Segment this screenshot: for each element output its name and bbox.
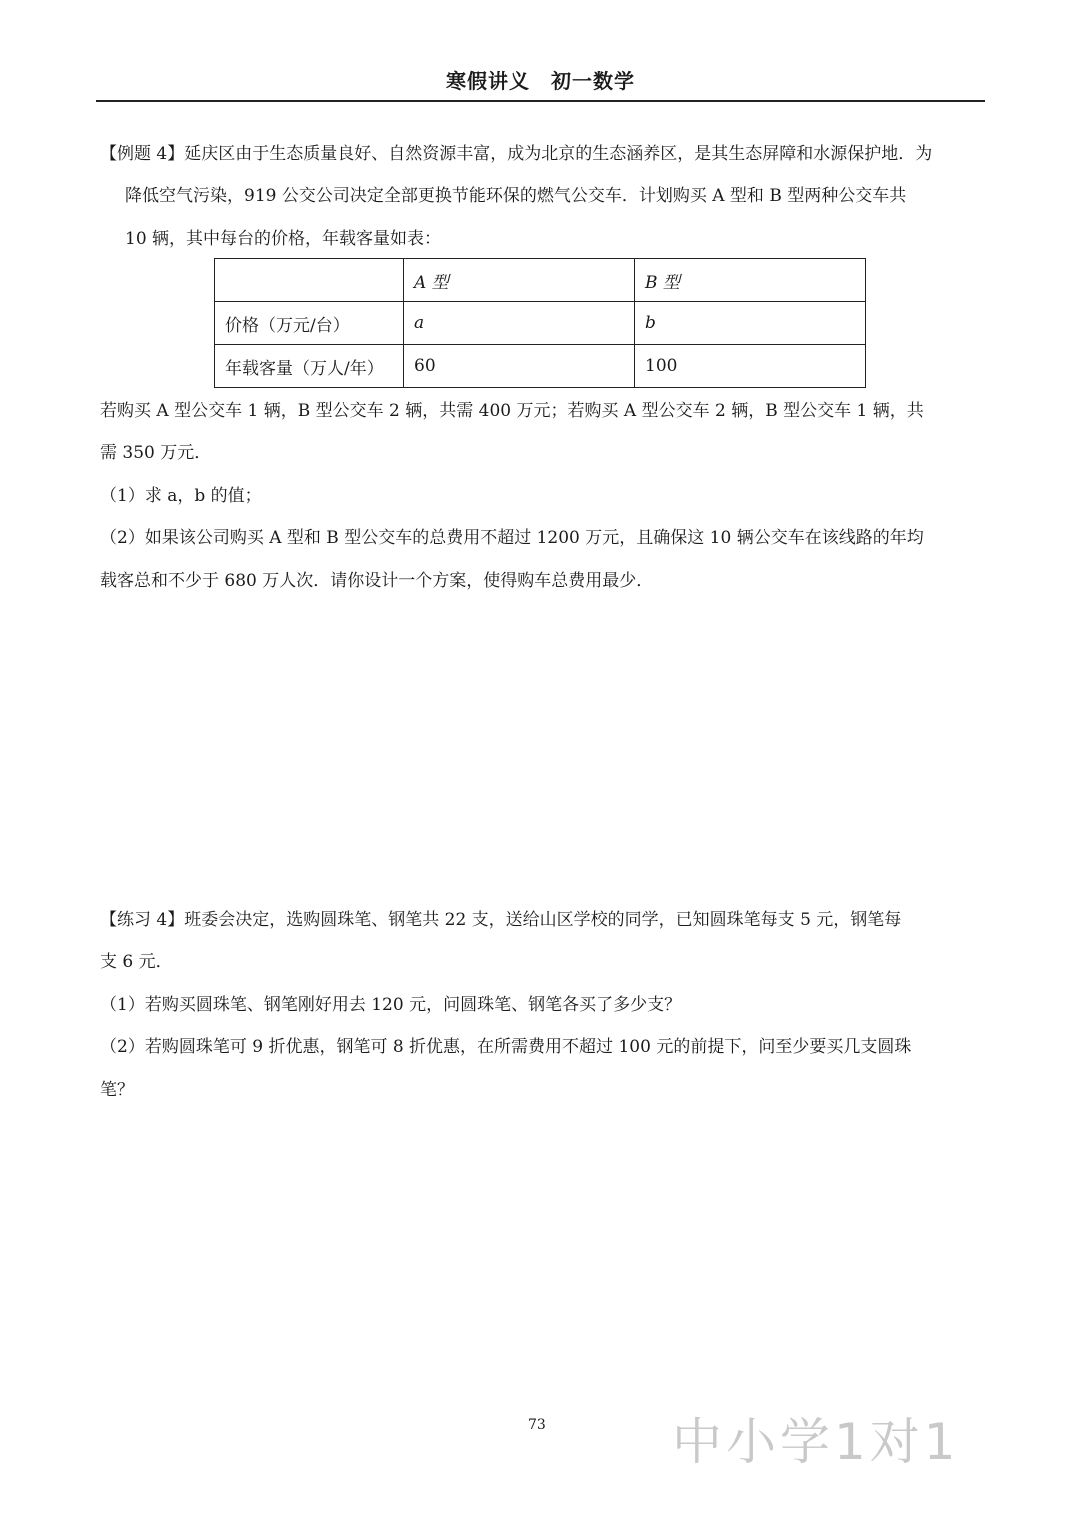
example4-q2-line2: 载客总和不少于 680 万人次．请你设计一个方案，使得购车总费用最少． [100,571,654,591]
example4-line2: 降低空气污染，919 公交公司决定全部更换节能环保的燃气公交车．计划购买 A 型和 B 型两种公交车共 [125,186,907,206]
page-header [96,62,985,102]
example4-q2-line1: （2）如果该公司购买 A 型和 B 型公交车的总费用不超过 1200 万元，且确保这 10 辆公交车在该线路的年均 [100,528,924,548]
table-cell: 年载客量（万人/年） [215,345,404,388]
practice4-tag: 【练习 4】 [100,910,185,930]
table-row [215,302,866,345]
example4-line1-text: 延庆区由于生态质量良好、自然资源丰富，成为北京的生态涵养区，是其生态屏障和水源保护地．为 [184,144,933,164]
example4-after-line1: 若购买 A 型公交车 1 辆，B 型公交车 2 辆，共需 400 万元；若购买 A 型公交车 2 辆，B 型公交车 1 辆，共 [100,401,924,421]
watermark: 中小学1对1 [672,1413,960,1471]
table-cell: 60 [404,345,635,388]
table-row [215,259,866,302]
table-cell: a [404,302,635,345]
practice4-line1 [100,909,901,931]
table-row [215,345,866,388]
example4-q1: （1）求 a，b 的值； [100,486,262,506]
example4-line3: 10 辆，其中每台的价格，年载客量如表： [125,229,442,249]
example4-tag: 【例题 4】 [100,144,185,164]
table-cell: 100 [635,345,866,388]
page-number: 73 [528,1417,546,1433]
practice4-line2: 支 6 元． [100,952,173,972]
table-cell: A 型 [404,259,635,302]
practice4-q2-line1: （2）若购圆珠笔可 9 折优惠，钢笔可 8 折优惠，在所需费用不超过 100 元的前提下，问至少要买几支圆珠 [100,1037,912,1057]
header-title: 寒假讲义 初一数学 [446,69,635,93]
practice4-q1: （1）若购买圆珠笔、钢笔刚好用去 120 元，问圆珠笔、钢笔各买了多少支？ [100,995,682,1015]
bus-table [214,258,866,388]
example4-after-line2: 需 350 万元． [100,443,212,463]
table-cell: B 型 [635,259,866,302]
example4-line1 [100,143,932,165]
practice4-line1-text: 班委会决定，选购圆珠笔、钢笔共 22 支，送给山区学校的同学，已知圆珠笔每支 5 元，钢笔每 [184,910,902,930]
table-cell [215,259,404,302]
table-cell: b [635,302,866,345]
practice4-q2-line2: 笔？ [100,1080,134,1100]
table-cell: 价格（万元/台） [215,302,404,345]
